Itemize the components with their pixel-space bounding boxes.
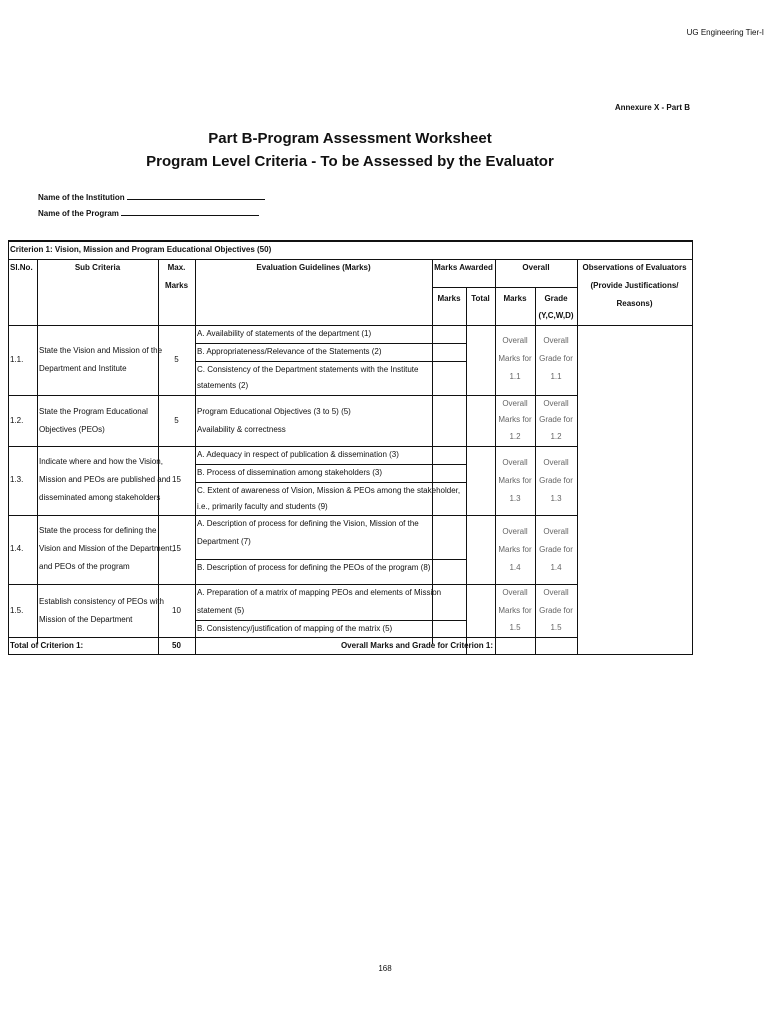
row-5-no: 1.5. <box>10 606 24 615</box>
header-guidelines: Evaluation Guidelines (Marks) <box>256 263 371 272</box>
page-number: 168 <box>378 964 392 973</box>
header-sub-criteria: Sub Criteria <box>74 263 121 272</box>
row-2-overall-grade-2: Grade for <box>539 415 573 424</box>
row-3-sub-3: disseminated among stakeholders <box>39 493 161 502</box>
institution-blank[interactable] <box>127 191 265 200</box>
row-4-guide-2: Department (7) <box>197 537 251 546</box>
row-4-sub-3: and PEOs of the program <box>39 562 130 571</box>
row-4-overall-marks-2: Marks for <box>498 545 532 554</box>
row-2-overall-marks-2: Marks for <box>498 415 532 424</box>
header-observations: Observations of Evaluators <box>582 263 687 272</box>
row-1-sub-1: State the Vision and Mission of the <box>39 346 163 355</box>
header-grade: Grade <box>544 294 568 303</box>
document-title <box>0 127 700 173</box>
total-label: Total of Criterion 1: <box>10 641 84 650</box>
row-2-guide-2: Availability & correctness <box>197 425 286 434</box>
program-label: Name of the Program <box>38 209 119 218</box>
row-1-overall-grade-1: Overall <box>543 336 569 345</box>
row-1-guide-4: statements (2) <box>197 381 249 390</box>
row-3-no: 1.3. <box>10 475 24 484</box>
row-5-max: 10 <box>172 606 181 615</box>
row-3-guide-3: C. Extent of awareness of Vision, Mission & PEOs among the stakeholder, <box>197 486 461 495</box>
header-justifications: (Provide Justifications/ Reasons) <box>590 281 679 308</box>
row-3-overall-grade-2: Grade for <box>539 476 573 485</box>
row-4-max: 15 <box>172 544 181 553</box>
row-2-overall-grade-1: Overall <box>543 399 569 408</box>
header-subdivider-v1 <box>466 287 467 325</box>
row-5-guide-1: A. Preparation of a matrix of mapping PEOs and elements of Mission <box>197 588 442 597</box>
header-max-marks: Marks <box>164 281 189 290</box>
row-3-overall-marks-3: 1.3 <box>509 494 521 503</box>
row-5-overall-grade-3: 1.5 <box>550 623 562 632</box>
row-1-no: 1.1. <box>10 355 24 364</box>
row-1-overall-marks-2: Marks for <box>498 354 532 363</box>
header-max: Max. <box>167 263 186 272</box>
row-3-guide-1: A. Adequacy in respect of publication & dissemination (3) <box>197 450 399 459</box>
row-5-guide-2: statement (5) <box>197 606 245 615</box>
row-1-overall-grade-3: 1.1 <box>550 372 562 381</box>
header-slno: Sl.No. <box>10 263 33 272</box>
assessment-table <box>8 240 693 655</box>
row-1-guide-1: A. Availability of statements of the department (1) <box>197 329 372 338</box>
row-4-sub-2: Vision and Mission of the Department, <box>39 544 175 553</box>
row-2-overall-marks-3: 1.2 <box>509 432 521 441</box>
col-line-3 <box>195 259 196 655</box>
row-sep-1 <box>8 395 577 396</box>
row-5-overall-marks-1: Overall <box>502 588 528 597</box>
title-line-1: Part B-Program Assessment Worksheet <box>208 130 492 147</box>
row-4-overall-marks-1: Overall <box>502 527 528 536</box>
row-2-sub-2: Objectives (PEOs) <box>39 425 105 434</box>
row-2-overall-marks-1: Overall <box>502 399 528 408</box>
row-3-sub-1: Indicate where and how the Vision, <box>39 457 163 466</box>
criterion-title: Criterion 1: Vision, Mission and Program Educational Objectives (50) <box>10 245 272 254</box>
row-1-overall-marks-1: Overall <box>502 336 528 345</box>
row-3-overall-grade-1: Overall <box>543 458 569 467</box>
header-total: Total <box>471 294 490 303</box>
row-3-overall-marks-1: Overall <box>502 458 528 467</box>
header-marks: Marks <box>437 294 461 303</box>
row-2-overall-grade-3: 1.2 <box>550 432 562 441</box>
row-3-max: 15 <box>172 475 181 484</box>
row-4-overall-grade-3: 1.4 <box>550 563 562 572</box>
tier-label: UG Engineering Tier-I <box>686 28 764 37</box>
row-1-guide-2: B. Appropriateness/Relevance of the Statements (2) <box>197 347 382 356</box>
row-5-overall-grade-1: Overall <box>543 588 569 597</box>
table-right-border <box>692 240 693 655</box>
row-3-overall-grade-3: 1.3 <box>550 494 562 503</box>
header-overall-marks: Marks <box>503 294 527 303</box>
col-line-5 <box>466 325 467 655</box>
header-overall: Overall <box>522 263 550 272</box>
row-5-sub-1: Establish consistency of PEOs with <box>39 597 164 606</box>
row-3-overall-marks-2: Marks for <box>498 476 532 485</box>
title-line-2: Program Level Criteria - To be Assessed by the Evaluator <box>146 153 554 170</box>
row-2-no: 1.2. <box>10 416 24 425</box>
row-1-overall-grade-2: Grade for <box>539 354 573 363</box>
row-2-sub-1: State the Program Educational <box>39 407 148 416</box>
annexure-label: Annexure X - Part B <box>614 103 690 112</box>
row-3-sub-2: Mission and PEOs are published and <box>39 475 171 484</box>
row-4-overall-marks-3: 1.4 <box>509 563 521 572</box>
row-3-guide-4: i.e., primarily faculty and students (9) <box>197 502 328 511</box>
row-1-overall-marks-3: 1.1 <box>509 372 521 381</box>
row-5-overall-marks-2: Marks for <box>498 606 532 615</box>
overall-criterion-label: Overall Marks and Grade for Criterion 1: <box>340 641 493 650</box>
name-fields <box>38 190 265 222</box>
row-1-max: 5 <box>174 355 179 364</box>
row-5-overall-grade-2: Grade for <box>539 606 573 615</box>
row-1-sub-2: Department and Institute <box>39 364 127 373</box>
row-2-max: 5 <box>174 416 179 425</box>
col-line-8 <box>577 259 578 655</box>
program-field <box>38 206 265 222</box>
row-4-overall-grade-1: Overall <box>543 527 569 536</box>
institution-label: Name of the Institution <box>38 193 125 202</box>
row-3-guide-2: B. Process of dissemination among stakeholders (3) <box>197 468 382 477</box>
table-left-border <box>8 240 9 655</box>
row-4-sub-1: State the process for defining the <box>39 526 157 535</box>
header-subdivider-v2 <box>535 287 536 325</box>
total-max: 50 <box>172 641 181 650</box>
col-line-1 <box>37 259 38 644</box>
institution-field <box>38 190 265 206</box>
row-1-guide-3: C. Consistency of the Department statements with the Institute <box>197 365 419 374</box>
row-2-guide-1: Program Educational Objectives (3 to 5) (5) <box>197 407 351 416</box>
row-5-guide-3: B. Consistency/justification of mapping of the matrix (5) <box>197 624 393 633</box>
header-marks-awarded: Marks Awarded <box>434 263 493 272</box>
row-4-no: 1.4. <box>10 544 24 553</box>
row-5-sub-2: Mission of the Department <box>39 615 133 624</box>
row-4-overall-grade-2: Grade for <box>539 545 573 554</box>
row-5-overall-marks-3: 1.5 <box>509 623 521 632</box>
header-grade-codes: (Y,C,W,D) <box>538 311 574 320</box>
program-blank[interactable] <box>121 207 259 216</box>
header-subdivider <box>432 287 577 288</box>
row-4-guide-1: A. Description of process for defining the Vision, Mission of the <box>197 519 419 528</box>
row-4-guide-3: B. Description of process for defining the PEOs of the program (8) <box>197 563 431 572</box>
